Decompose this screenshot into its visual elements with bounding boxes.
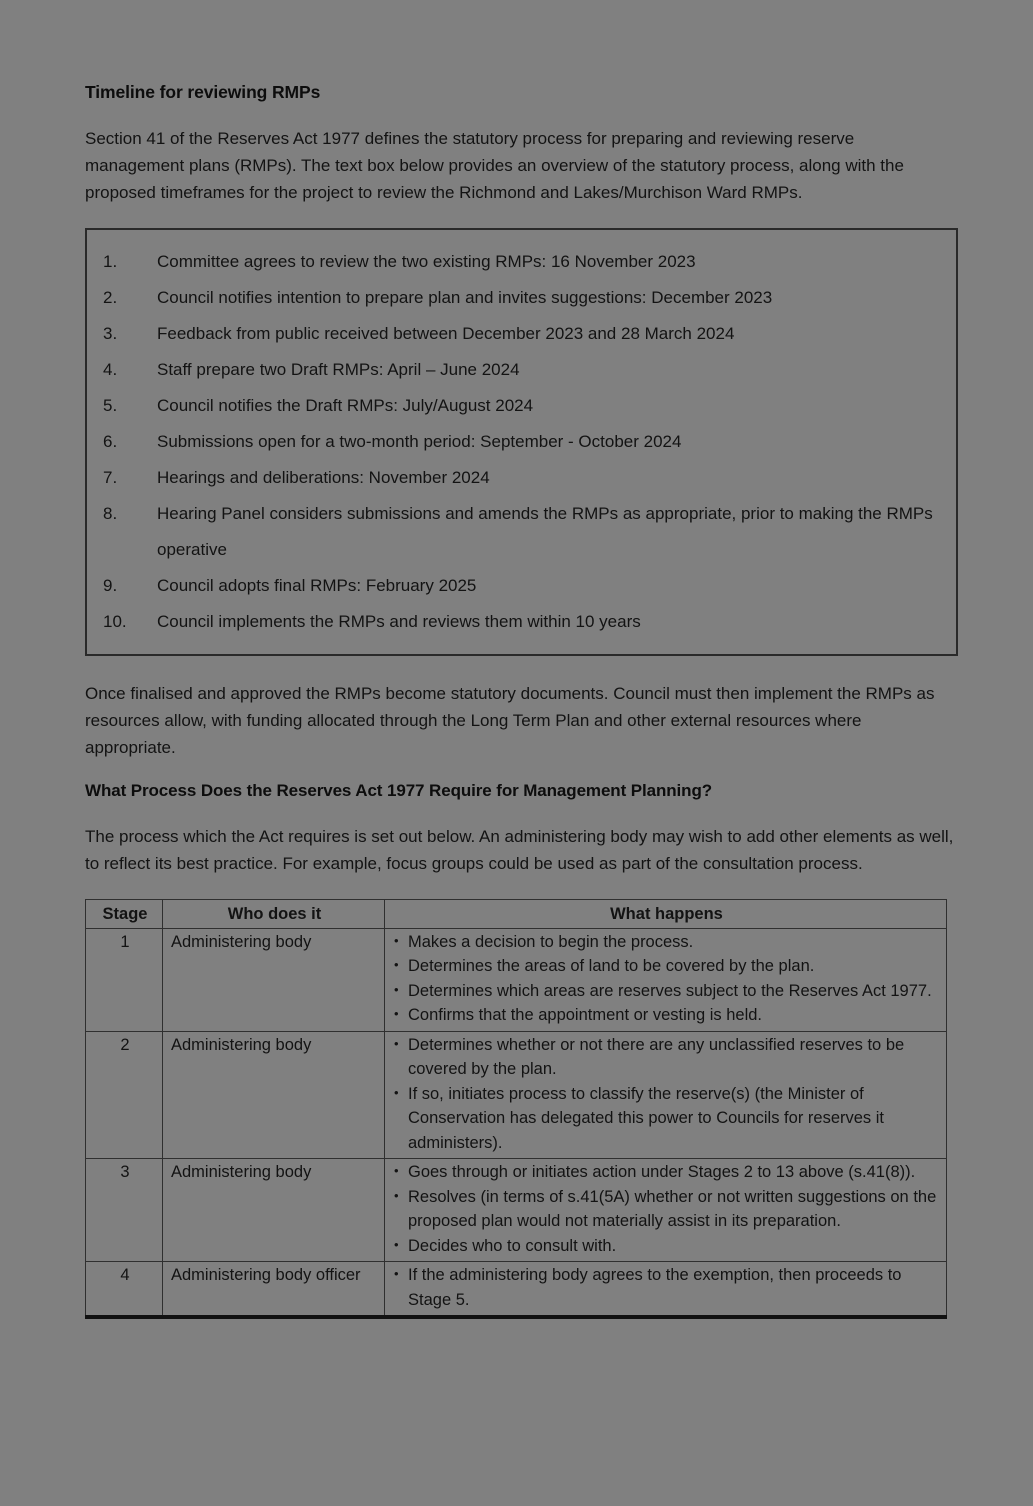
timeline-item-number: 5. [103, 396, 118, 415]
timeline-item-text: Hearings and deliberations: November 2024 [157, 468, 490, 487]
list-item: • Goes through or initiates action under Stages 2 to 13 above (s.41(8)). [393, 1160, 940, 1185]
table-body [86, 928, 947, 1317]
timeline-item [87, 280, 956, 316]
what-happens-list [393, 1160, 940, 1258]
timeline-item-number: 10. [103, 612, 127, 631]
list-item: • Determines which areas are reserves subject to the Reserves Act 1977. [393, 979, 940, 1004]
timeline-item [87, 424, 956, 460]
what-happens-list [393, 930, 940, 1028]
timeline-item-number: 1. [103, 252, 118, 271]
timeline-item-number: 8. [103, 504, 118, 523]
cell-what-happens [385, 1031, 947, 1159]
timeline-item [87, 316, 956, 352]
intro-paragraph: Section 41 of the Reserves Act 1977 defines the statutory process for preparing and reviewing reserve management plans (RMPs). The text box below provides an overview of the statutory process, along with the proposed timeframes for the project to review the Richmond and Lakes/Murchison Ward RMPs. [85, 129, 904, 202]
timeline-item-text: Committee agrees to review the two existing RMPs: 16 November 2023 [157, 252, 696, 271]
column-header-stage: Stage [86, 900, 163, 929]
cell-stage-number: 3 [86, 1159, 163, 1262]
timeline-item-text: Staff prepare two Draft RMPs: April – June 2024 [157, 360, 520, 379]
table-row [86, 928, 947, 1031]
timeline-item-number: 6. [103, 432, 118, 451]
cell-who-does-it: Administering body [163, 928, 385, 1031]
cell-who-does-it: Administering body officer [163, 1262, 385, 1318]
cell-who-does-it: Administering body [163, 1031, 385, 1159]
timeline-item [87, 496, 956, 568]
table-header-row [86, 900, 947, 929]
page-title: Timeline for reviewing RMPs [85, 82, 321, 102]
timeline-list [87, 244, 956, 640]
timeline-item-number: 2. [103, 288, 118, 307]
cell-stage-number: 1 [86, 928, 163, 1031]
timeline-item-text: Council notifies the Draft RMPs: July/August 2024 [157, 396, 534, 415]
what-happens-list [393, 1033, 940, 1156]
timeline-item [87, 244, 956, 280]
timeline-item-number: 4. [103, 360, 118, 379]
timeline-item [87, 604, 956, 640]
process-section-heading: What Process Does the Reserves Act 1977 Require for Management Planning? [85, 781, 713, 800]
cell-what-happens [385, 1262, 947, 1318]
list-item: • If so, initiates process to classify the reserve(s) (the Minister of Conservation has delegated this power to Councils for reserves it administers). [393, 1082, 940, 1156]
timeline-item [87, 352, 956, 388]
timeline-item-text: Hearing Panel considers submissions and amends the RMPs as appropriate, prior to making the RMPs operative [157, 504, 933, 559]
what-happens-list [393, 1263, 940, 1312]
timeline-item [87, 460, 956, 496]
table-row [86, 1159, 947, 1262]
post-timeline-paragraph: Once finalised and approved the RMPs become statutory documents. Council must then implement the RMPs as resources allow, with funding allocated through the Long Term Plan and other external resources where appropriate. [85, 684, 935, 757]
cell-what-happens [385, 1159, 947, 1262]
column-header-what-happens: What happens [385, 900, 947, 929]
stage-process-table [85, 899, 947, 1319]
cell-what-happens [385, 928, 947, 1031]
list-item: • Resolves (in terms of s.41(5A) whether or not written suggestions on the proposed plan would not materially assist in its preparation. [393, 1185, 940, 1234]
timeline-item-number: 3. [103, 324, 118, 343]
cell-stage-number: 4 [86, 1262, 163, 1318]
list-item: • Determines whether or not there are any unclassified reserves to be covered by the plan. [393, 1033, 940, 1082]
timeline-item-text: Council notifies intention to prepare plan and invites suggestions: December 2023 [157, 288, 773, 307]
list-item: • If the administering body agrees to the exemption, then proceeds to Stage 5. [393, 1263, 940, 1312]
document-content [85, 82, 965, 1319]
timeline-item-text: Council implements the RMPs and reviews them within 10 years [157, 612, 641, 631]
table-row [86, 1031, 947, 1159]
list-item: • Makes a decision to begin the process. [393, 930, 940, 955]
process-paragraph: The process which the Act requires is set out below. An administering body may wish to add other elements as well, to reflect its best practice. For example, focus groups could be used as part of the consultation process. [85, 827, 954, 873]
cell-who-does-it: Administering body [163, 1159, 385, 1262]
timeline-item-number: 9. [103, 576, 118, 595]
timeline-item-text: Submissions open for a two-month period: September - October 2024 [157, 432, 682, 451]
list-item: • Confirms that the appointment or vesting is held. [393, 1003, 940, 1028]
timeline-item-text: Feedback from public received between December 2023 and 28 March 2024 [157, 324, 735, 343]
timeline-item [87, 388, 956, 424]
timeline-item-number: 7. [103, 468, 118, 487]
column-header-who-does-it: Who does it [163, 900, 385, 929]
timeline-item [87, 568, 956, 604]
list-item: • Determines the areas of land to be covered by the plan. [393, 954, 940, 979]
list-item: • Decides who to consult with. [393, 1234, 940, 1259]
timeline-text-box [85, 228, 958, 656]
timeline-item-text: Council adopts final RMPs: February 2025 [157, 576, 477, 595]
table-row [86, 1262, 947, 1318]
cell-stage-number: 2 [86, 1031, 163, 1159]
